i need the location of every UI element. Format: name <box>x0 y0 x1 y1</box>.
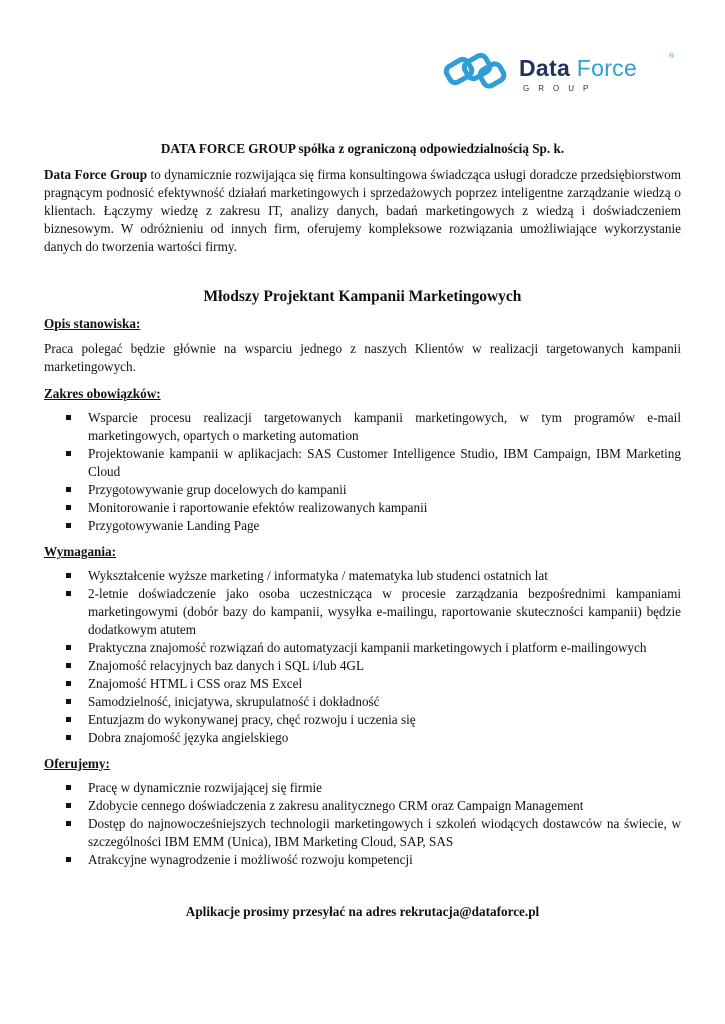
logo-wordmark: Data Force <box>519 55 638 81</box>
duties-list <box>44 409 681 535</box>
job-title: Młodszy Projektant Kampanii Marketingowych <box>203 288 522 305</box>
list-item: Monitorowanie i raportowanie efektów realizowanych kampanii <box>44 499 681 517</box>
list-item: Samodzielność, inicjatywa, skrupulatność i dokładność <box>44 693 681 711</box>
intro-lead: Data Force Group <box>44 167 148 182</box>
intro-text: to dynamicznie rozwijająca się firma konsultingowa świadcząca usługi doradcze przedsiębiorstwom pragnącym podnosić efektywność działań marketingowych i sprzedażowych poprzez inteligentne zarządzanie wiedzą o klientach. Łączymy wiedzę z zakresu IT, analizy danych, badań marketingowych z wiedzą i doświadczeniem biznesowym. W odróżnieniu od innych firm, oferujemy kompleksowe rozwiązania umożliwiające wykorzystanie danych do tworzenia wartości firmy. <box>44 167 681 254</box>
description-text: Praca polegać będzie głównie na wsparciu jednego z naszych Klientów w realizacji targetowanych kampanii marketingowych. <box>44 341 681 374</box>
list-item: Przygotowywanie grup docelowych do kampanii <box>44 481 681 499</box>
list-item: Zdobycie cennego doświadczenia z zakresu analitycznego CRM oraz Campaign Management <box>44 797 681 815</box>
data-force-logo-icon <box>443 50 509 94</box>
requirements-heading: Wymagania: <box>44 544 117 559</box>
duties-heading: Zakres obowiązków: <box>44 386 161 401</box>
list-item: Praktyczna znajomość rozwiązań do automatyzacji kampanii marketingowych i platform e-mailingowych <box>44 639 681 657</box>
list-item: Dobra znajomość języka angielskiego <box>44 729 681 747</box>
company-logo <box>443 50 683 100</box>
list-item: Wykształcenie wyższe marketing / informatyka / matematyka lub studenci ostatnich lat <box>44 567 681 585</box>
list-item: Pracę w dynamicznie rozwijającej się firmie <box>44 779 681 797</box>
list-item: 2-letnie doświadczenie jako osoba uczestnicząca w procesie zarządzania bezpośrednimi kampaniami marketingowymi (dobór bazy do kampanii, wysyłka e-mailingu, raportowanie skuteczności kampanii) będzie dodatkowym atutem <box>44 585 681 639</box>
list-item: Atrakcyjne wynagrodzenie i możliwość rozwoju kompetencji <box>44 851 681 869</box>
registered-mark: ® <box>669 53 675 60</box>
application-note: Aplikacje prosimy przesyłać na adres rekrutacja@dataforce.pl <box>185 904 540 919</box>
offer-heading: Oferujemy: <box>44 756 110 771</box>
company-name: DATA FORCE GROUP spółka z ograniczoną odpowiedzialnością Sp. k. <box>160 141 565 156</box>
offer-list <box>44 779 681 869</box>
description-heading: Opis stanowiska: <box>44 316 141 331</box>
company-intro <box>44 166 681 256</box>
logo-subtitle: GROUP <box>523 84 598 93</box>
list-item: Znajomość relacyjnych baz danych i SQL i/lub 4GL <box>44 657 681 675</box>
list-item: Przygotowywanie Landing Page <box>44 517 681 535</box>
list-item: Projektowanie kampanii w aplikacjach: SAS Customer Intelligence Studio, IBM Campaign, IBM Marketing Cloud <box>44 445 681 481</box>
list-item: Znajomość HTML i CSS oraz MS Excel <box>44 675 681 693</box>
list-item: Entuzjazm do wykonywanej pracy, chęć rozwoju i uczenia się <box>44 711 681 729</box>
requirements-list <box>44 567 681 747</box>
list-item: Dostęp do najnowocześniejszych technologii marketingowych i szkoleń wiodących dostawców na świecie, w szczególności IBM EMM (Unica), IBM Marketing Cloud, SAP, SAS <box>44 815 681 851</box>
list-item: Wsparcie procesu realizacji targetowanych kampanii marketingowych, w tym programów e-mail marketingowych, opartych o marketing automation <box>44 409 681 445</box>
job-posting <box>44 140 681 934</box>
